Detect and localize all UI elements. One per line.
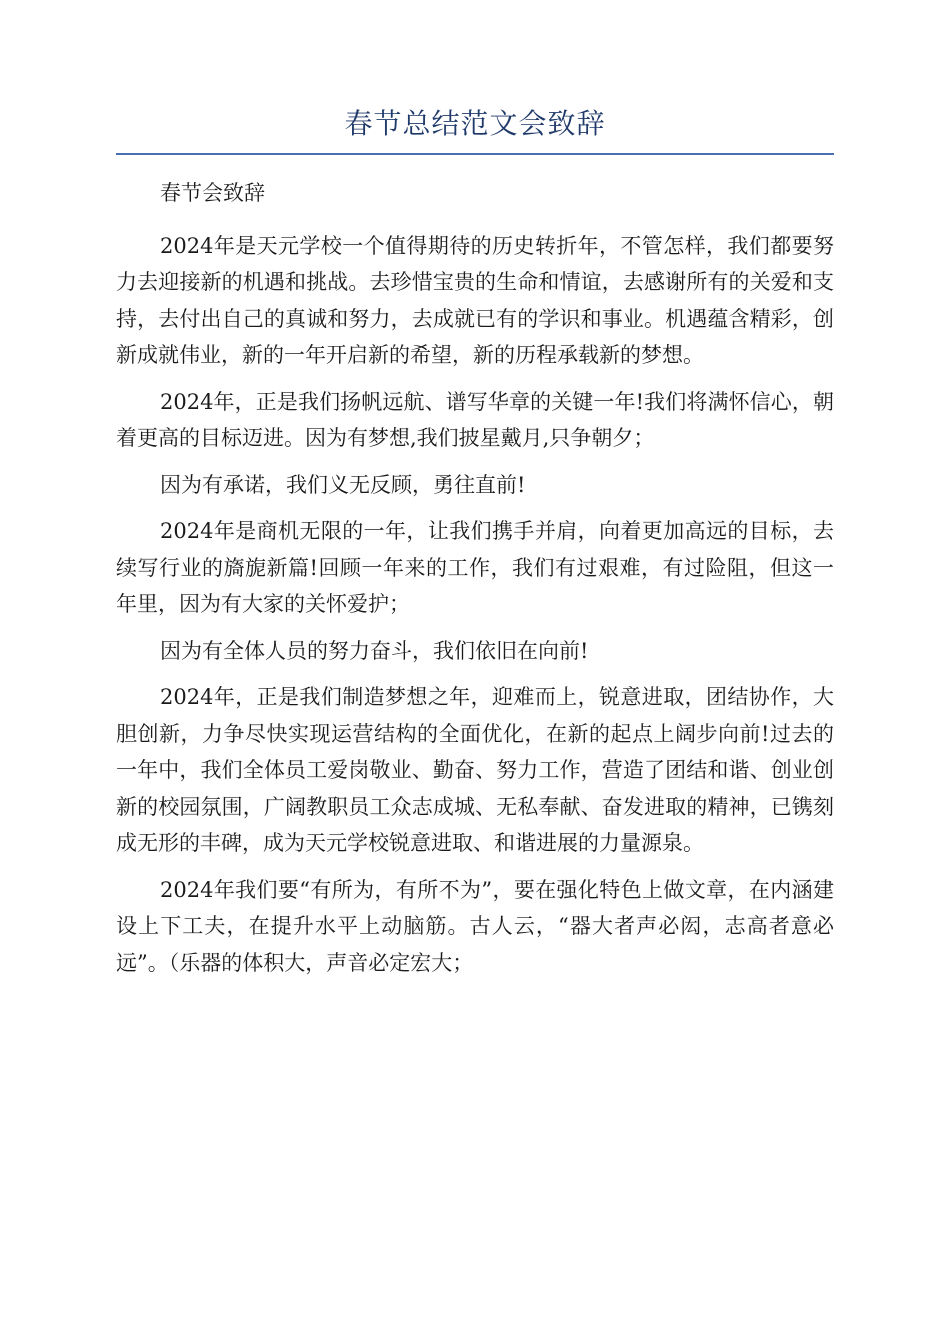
document-page (116, 104, 834, 991)
paragraph-7: 2024年我们要“有所为，有所不为”，要在强化特色上做文章，在内涵建设上下工夫，在提升水平上动脑筋。古人云，“器大者声必闳，志高者意必远”。（乐器的体积大，声音必定宏大； (116, 877, 834, 975)
title-underline-divider (116, 153, 834, 155)
paragraph-greeting: 春节会致辞 (160, 181, 265, 205)
paragraph-1: 2024年是天元学校一个值得期待的历史转折年，不管怎样，我们都要努力去迎接新的机遇和挑战。去珍惜宝贵的生命和情谊，去感谢所有的关爱和支持，去付出自己的真诚和努力，去成就已有的学识和事业。机遇蕴含精彩，创新成就伟业，新的一年开启新的希望，新的历程承载新的梦想。 (116, 233, 834, 367)
paragraph-3: 因为有承诺，我们义无反顾，勇往直前! (160, 472, 526, 497)
document-title: 春节总结范文会致辞 (344, 107, 606, 140)
paragraph-4: 2024年是商机无限的一年，让我们携手并肩，向着更加高远的目标，去续写行业的旖旎新篇!回顾一年来的工作，我们有过艰难，有过险阻，但这一年里，因为有大家的关怀爱护； (116, 519, 834, 616)
paragraph-5: 因为有全体人员的努力奋斗，我们依旧在向前! (160, 638, 589, 663)
paragraph-2: 2024年，正是我们扬帆远航、谱写华章的关键一年!我们将满怀信心，朝着更高的目标迈进。因为有梦想,我们披星戴月,只争朝夕； (116, 389, 834, 450)
paragraph-6: 2024年，正是我们制造梦想之年，迎难而上，锐意进取，团结协作，大胆创新，力争尽快实现运营结构的全面优化，在新的起点上阔步向前!过去的一年中，我们全体员工爱岗敬业、勤奋、努力工作，营造了团结和谐、创业创新的校园氛围，广阔教职员工众志成城、无私奉献、奋发进取的精神，已镌刻成无形的丰碑，成为天元学校锐意进取、和谐进展的力量源泉。 (116, 685, 834, 855)
